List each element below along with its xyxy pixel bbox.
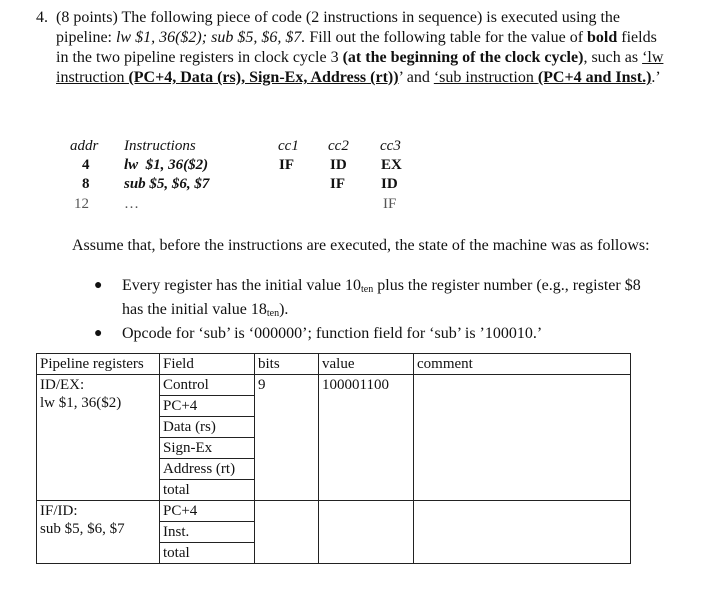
row-instruction: lw $1, 36($2)	[124, 157, 209, 173]
addr-header: addr	[70, 138, 99, 154]
idex-register-cell	[37, 375, 160, 501]
field-cell: Inst.	[160, 522, 255, 543]
question-text-part: The following piece of code (2 instructions in sequence) is executed using the pipeline:	[56, 9, 621, 46]
value-cell[interactable]	[319, 501, 414, 564]
idex-label: ID/EX:	[40, 377, 85, 393]
field-cell: Address (rt)	[160, 459, 255, 480]
question-text	[36, 8, 666, 88]
question-number: 4.	[36, 9, 48, 26]
row-cc3: ID	[381, 176, 398, 192]
cc3-header: cc3	[380, 138, 401, 154]
row-cc1: IF	[279, 157, 294, 173]
question-text-part: fields in the two pipeline registers in clock cycle 3	[56, 29, 657, 66]
header-bits: bits	[255, 354, 319, 375]
sub-example	[434, 69, 652, 86]
cc2-header: cc2	[328, 138, 349, 154]
bullet-text: plus the register number (e.g., register $8 has the initial value 18	[122, 277, 641, 318]
ifid-register-cell	[37, 501, 160, 564]
quote-end: ’	[398, 69, 403, 86]
quote-end: .’	[651, 69, 661, 86]
lw-example-fields: (PC+4, Data (rs), Sign-Ex, Address (rt))	[128, 69, 399, 86]
field-cell: Sign-Ex	[160, 438, 255, 459]
bullet-item	[88, 324, 658, 344]
bold-word: bold	[587, 29, 618, 46]
ifid-label: IF/ID:	[40, 503, 78, 519]
table-row	[37, 375, 631, 396]
row-cc3: EX	[381, 157, 402, 173]
pipeline-register-table	[36, 353, 631, 564]
question-points: (8 points)	[56, 9, 118, 26]
table-row	[37, 501, 631, 522]
idex-instruction: lw $1, 36($2)	[40, 395, 122, 411]
lw-example-text: ‘lw instruction	[56, 49, 664, 86]
subscript: ten	[266, 308, 280, 319]
question-text-part: , such as	[583, 49, 643, 66]
field-cell: Control	[160, 375, 255, 396]
row-addr: 12	[74, 196, 89, 212]
bold-clause: (at the beginning of the clock cycle)	[342, 49, 584, 66]
field-cell: PC+4	[160, 501, 255, 522]
bullet-item	[88, 276, 658, 324]
field-cell: Data (rs)	[160, 417, 255, 438]
row-instruction: …	[124, 196, 139, 212]
row-addr: 8	[82, 176, 90, 192]
header-field: Field	[160, 354, 255, 375]
bullet-text: Opcode for ‘sub’ is ‘000000’; function field for ‘sub’ is ’100010.’	[122, 325, 543, 342]
header-comment: comment	[414, 354, 631, 375]
bullet-list	[88, 276, 658, 344]
row-addr: 4	[82, 157, 90, 173]
ifid-instruction: sub $5, $6, $7	[40, 521, 125, 537]
field-cell: PC+4	[160, 396, 255, 417]
row-instruction: sub $5, $6, $7	[124, 176, 210, 192]
field-cell: total	[160, 543, 255, 564]
question-text-part: and	[402, 69, 434, 86]
question-text-part: Fill out the following table for the value of	[305, 29, 588, 46]
header-pipeline: Pipeline registers	[37, 354, 160, 375]
subscript: ten	[361, 284, 374, 295]
bits-cell[interactable]	[255, 375, 319, 501]
sub-example-text: ‘sub instruction	[433, 69, 538, 86]
table-header-row	[37, 354, 631, 375]
field-cell: total	[160, 480, 255, 501]
value-cell[interactable]	[319, 375, 414, 501]
comment-cell[interactable]	[414, 375, 631, 501]
header-value: value	[319, 354, 414, 375]
bullet-text: ).	[279, 301, 289, 318]
inline-code: lw $1, 36($2); sub $5, $6, $7.	[115, 29, 306, 46]
comment-cell[interactable]	[414, 501, 631, 564]
row-cc3: IF	[383, 196, 397, 212]
sub-example-fields: (PC+4 and Inst.)	[537, 69, 652, 86]
assumption-text: Assume that, before the instructions are executed, the state of the machine was as follows:	[72, 237, 650, 254]
instructions-header: Instructions	[124, 138, 196, 154]
cc1-header: cc1	[278, 138, 299, 154]
bullet-text: Every register has the initial value 10	[122, 277, 362, 294]
row-cc2: IF	[330, 176, 345, 192]
control-bits: 9	[258, 377, 266, 393]
bullet-icon: ●	[94, 326, 103, 341]
row-cc2: ID	[330, 157, 347, 173]
bits-cell[interactable]	[255, 501, 319, 564]
bullet-icon: ●	[94, 278, 103, 293]
control-value: 100001100	[322, 377, 389, 393]
